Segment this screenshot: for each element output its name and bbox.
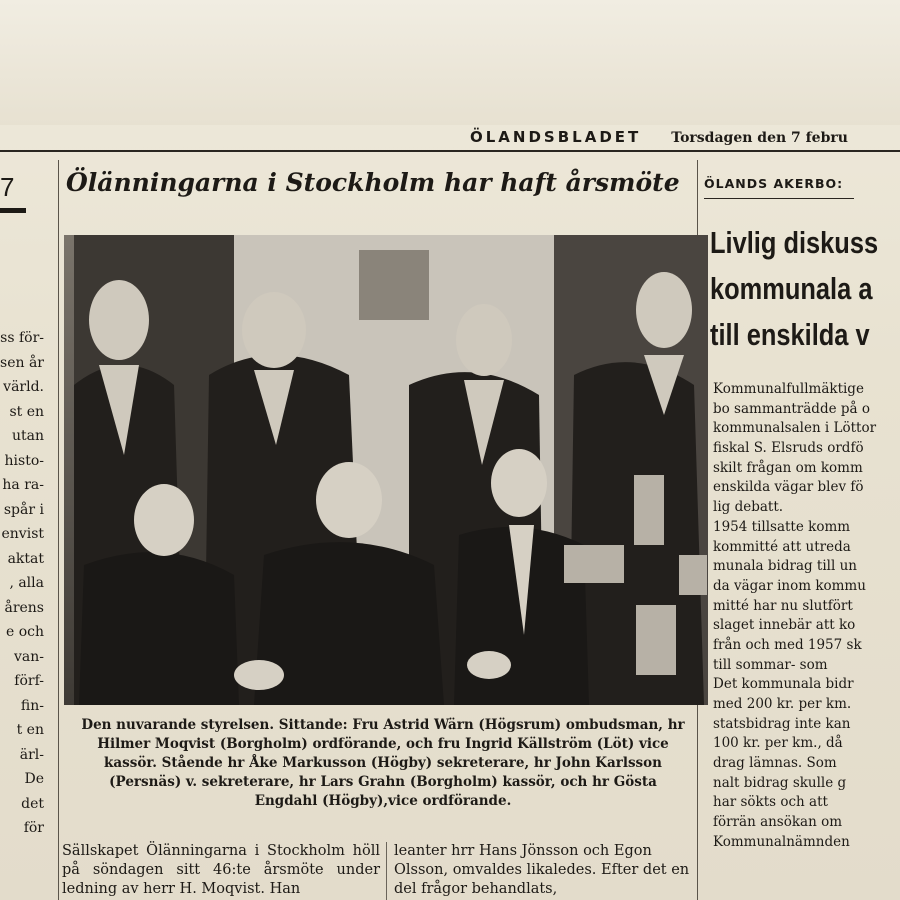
left-column-line: årens — [4, 599, 44, 616]
right-article-body-line: med 200 kr. per km. — [713, 696, 852, 712]
right-headline-line: kommunala a — [710, 271, 873, 306]
right-headline-line: Livlig diskuss — [710, 225, 879, 260]
right-article-body-line: fiskal S. Elsruds ordfö — [713, 440, 864, 457]
page-top-margin — [0, 0, 900, 125]
right-headline-line: till enskilda v — [710, 317, 870, 352]
masthead-name: ÖLANDSBLADET — [470, 128, 642, 146]
right-article-body-line: lig debatt. — [713, 499, 784, 516]
photo-caption: Den nuvarande styrelsen. Sittande: Fru Astrid Wärn (Högsrum) ombudsman, hr Hilmer Moqvist (Borgholm) ordförande, och fru Ingrid Källström (Löt) vice kassör. Stående hr Åke Markusson (Högby) sekreterare, hr John Karlsson (Persnäs) v. sekreterare, hr Lars Grahn (Borgholm) kassör, och hr Gösta Engdahl (Högby),vice ordförande. — [81, 717, 685, 809]
right-article-body-line: har sökts och att — [713, 794, 828, 811]
right-article-body-line: Kommunalnämnden — [713, 833, 850, 850]
right-article-body-line: slaget innebär att ko — [713, 617, 856, 634]
left-column-bar — [0, 208, 26, 213]
group-photo — [64, 235, 708, 705]
left-column-line: utan — [11, 428, 44, 444]
group-photo-image — [64, 235, 708, 705]
masthead — [470, 128, 848, 146]
right-article-body-line: skilt frågan om komm — [713, 459, 863, 476]
right-article-kicker: ÖLANDS AKERBO: — [704, 176, 844, 191]
left-column-line: ha ra- — [2, 477, 44, 493]
left-column-line: för — [23, 820, 44, 836]
left-column-line: envist — [1, 526, 44, 542]
column-separator — [386, 842, 387, 900]
column-rule-left — [58, 160, 59, 900]
left-column-line: fin- — [20, 697, 44, 714]
right-article-body-line: till sommar- som — [713, 656, 828, 673]
left-column-fragment — [0, 160, 46, 900]
right-article-body-line: drag lämnas. Som — [713, 755, 837, 772]
left-column-line: sen år — [0, 354, 44, 371]
right-article-body — [713, 380, 900, 853]
right-article-body-line: 100 kr. per km., då — [713, 735, 843, 752]
left-column-line: ärl- — [19, 746, 44, 763]
masthead-rule — [0, 150, 900, 152]
left-column-line: e och — [5, 624, 44, 640]
right-article-body-line: kommitté att utreda — [713, 538, 851, 555]
left-column-line: De — [24, 771, 44, 787]
right-article-body-line: munala bidrag till un — [713, 558, 857, 575]
right-article-body-line: da vägar inom kommu — [713, 577, 866, 594]
left-column-line: st en — [9, 403, 44, 420]
masthead-date: Torsdagen den 7 febru — [671, 130, 848, 146]
left-column-line: ss för- — [0, 330, 44, 346]
left-column-line: det — [21, 795, 44, 812]
left-column-line: förf- — [14, 673, 44, 689]
right-article-body-line: nalt bidrag skulle g — [713, 774, 847, 791]
right-article-body-line: statsbidrag inte kan — [713, 715, 851, 732]
right-article-body-line: enskilda vägar blev fö — [713, 479, 864, 496]
right-article-headline — [710, 220, 878, 358]
article-headline: Ölänningarna i Stockholm har haft årsmöte — [66, 168, 680, 197]
left-column-line: histo- — [4, 452, 44, 469]
right-article-body-line: mitté har nu slutfört — [713, 597, 853, 614]
article-body-column-2: leanter hrr Hans Jönsson och Egon Olsson, omvaldes likaledes. Efter det en del frågor behandlats, — [394, 843, 690, 897]
right-article-body-line: 1954 tillsatte komm — [713, 518, 851, 535]
left-column-line: t en — [16, 722, 44, 738]
article-body-column-1: Sällskapet Ölänningarna i Stockholm höll på söndagen sitt 46:te årsmöte under ledning av herr H. Moqvist. Han — [62, 843, 380, 897]
left-column-line: van- — [13, 648, 44, 665]
right-article-body-line: bo sammanträdde på o — [713, 400, 870, 417]
right-article-body-line: Det kommunala bidr — [713, 676, 854, 693]
right-article-kicker-rule — [704, 198, 854, 199]
left-column-line: spår i — [3, 501, 44, 518]
left-column-line: aktat — [7, 550, 44, 567]
left-column-number: 7 — [0, 172, 15, 202]
left-column-line: värld. — [3, 379, 44, 395]
left-column-line: , alla — [9, 575, 44, 591]
right-article-body-line: förrän ansökan om — [713, 814, 843, 831]
right-article-body-line: Kommunalfullmäktige — [713, 381, 864, 397]
right-article-body-line: kommunalsalen i Löttor — [713, 420, 877, 437]
crest-icon — [359, 250, 429, 320]
right-article-body-line: från och med 1957 sk — [713, 636, 862, 653]
